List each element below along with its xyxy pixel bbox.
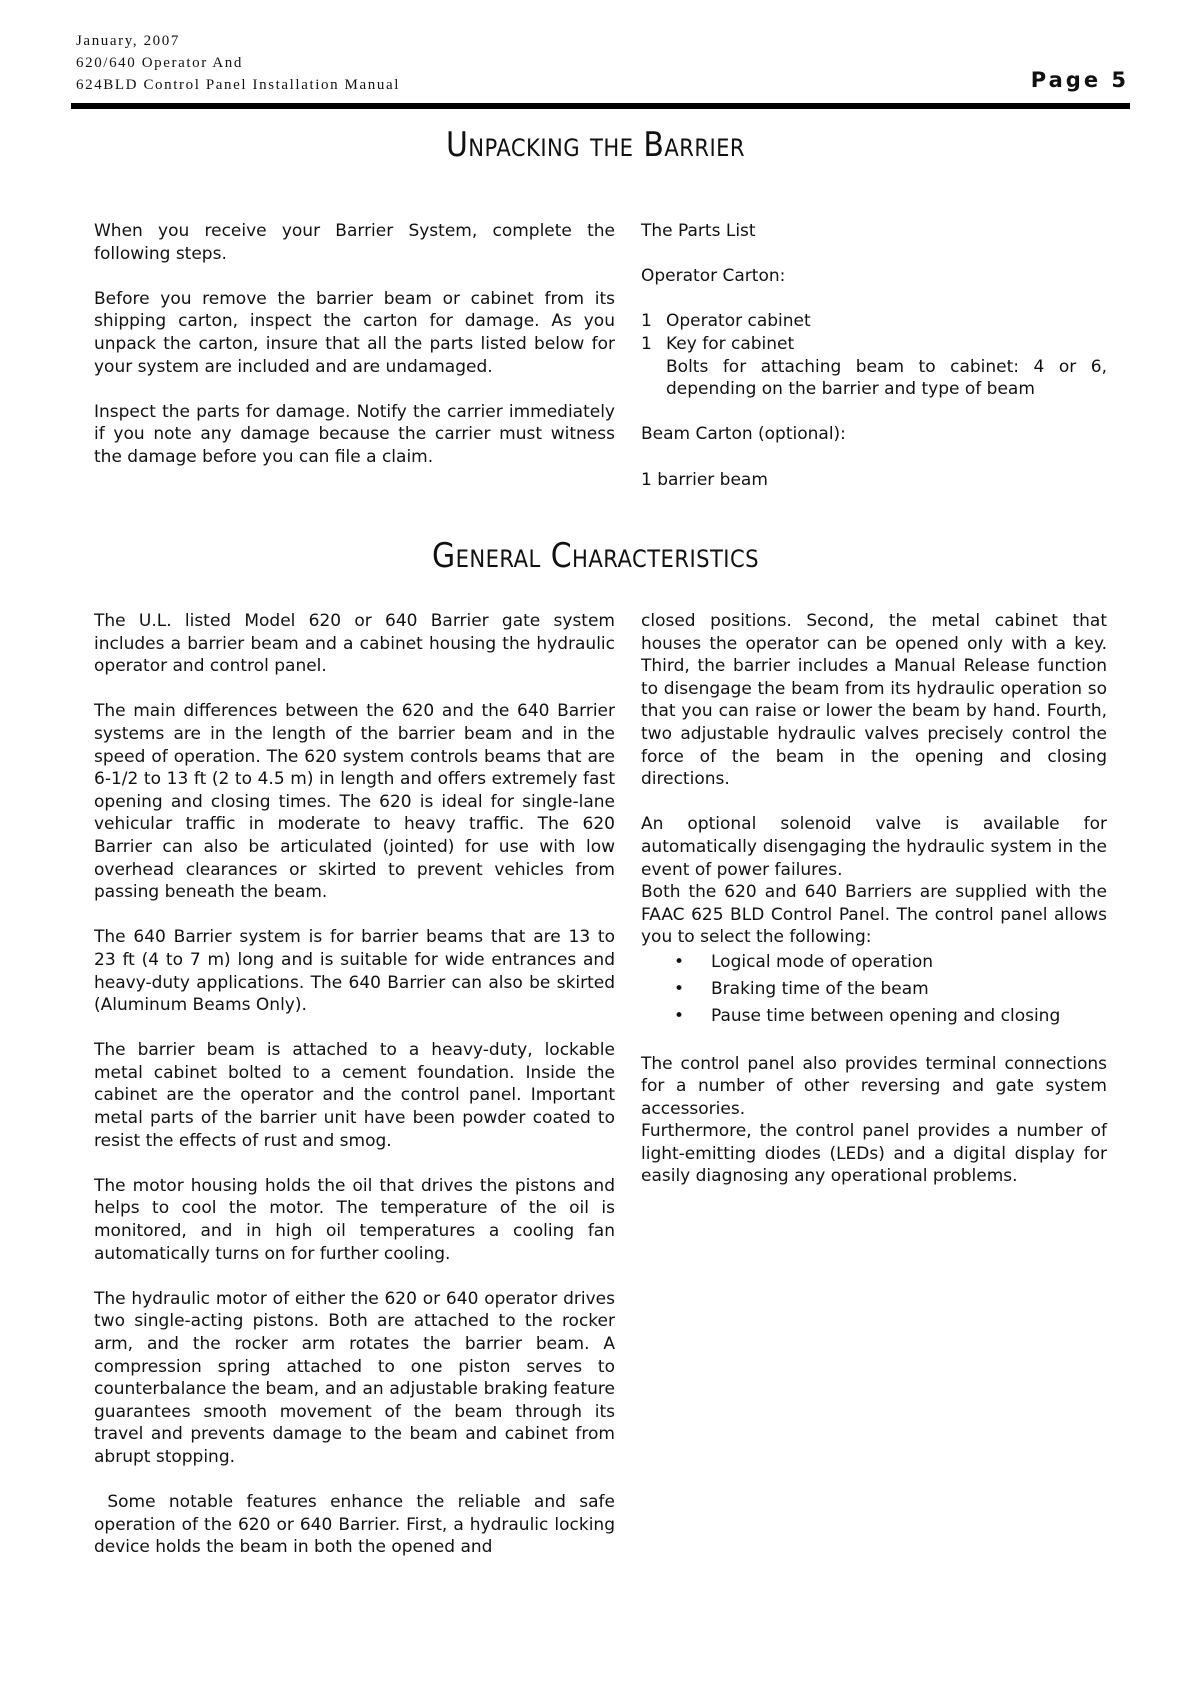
operator-carton-label: Operator Carton: [641,266,786,287]
header-title-1: 620/640 Operator And [76,55,243,71]
parts-list [641,220,1107,514]
item-qty [641,356,666,401]
beam-item: 1 barrier beam [641,469,768,490]
running-header [76,30,400,96]
parts-list-heading: The Parts List [641,221,756,241]
paragraph: The barrier beam is attached to a heavy-duty, lockable metal cabinet bolted to a cement foundation. Inside the cabinet are the operator and the control panel. Important metal parts of the barrier unit have been powder coated to resist the effects of rust and smog. [94,1040,615,1151]
paragraph: The control panel also provides terminal connections for a number of other reversing and gate system accessories. [641,1053,1107,1119]
item-qty: 1 [641,311,652,332]
item-text: Operator cabinet [666,311,811,332]
header-date: January, 2007 [76,33,180,49]
paragraph: Some notable features enhance the reliable and safe operation of the 620 or 640 Barrier. First, a hydraulic locking device holds the beam in both the opened and [94,1492,615,1558]
beam-carton-label: Beam Carton (optional): [641,424,846,445]
header-rule [71,103,1130,109]
section-title-unpacking: Unpacking the Barrier [445,125,746,165]
paragraph: The motor housing holds the oil that drives the pistons and helps to cool the motor. The temperature of the oil is monitored, and in high oil temperatures a cooling fan automatically turns on for further cooling. [94,1175,615,1264]
paragraph: The 640 Barrier system is for barrier beams that are 13 to 23 ft (4 to 7 m) long and is suitable for wide entrances and heavy-duty applications. The 640 Barrier can also be skirted (Aluminum Beams Only). [94,927,615,1016]
paragraph: Before you remove the barrier beam or cabinet from its shipping carton, inspect the carton for damage. As you unpack the carton, insure that all the parts listed below for your system are included and are undamaged. [94,288,615,377]
general-left-column [94,610,615,1582]
list-item: • Pause time between opening and closing [711,1003,1107,1030]
header-title-2: 624BLD Control Panel Installation Manual [76,77,400,93]
general-right-column [641,610,1107,1188]
paragraph: Furthermore, the control panel provides a number of light-emitting diodes (LEDs) and a digital display for easily diagnosing any operational problems. [641,1121,1107,1187]
paragraph: Inspect the parts for damage. Notify the carrier immediately if you note any damage because the carrier must witness the damage before you can file a claim. [94,401,615,467]
list-item [641,333,1107,356]
paragraph: The main differences between the 620 and the 640 Barrier systems are in the length of the barrier beam and in the speed of operation. The 620 system controls beams that are 6-1/2 to 13 ft (2 to 4.5 m) in length and offers extremely fast opening and closing times. The 620 is ideal for single-lane vehicular traffic in moderate to heavy traffic. The 620 Barrier can also be articulated (jointed) for use with low overhead clearances or skirted to prevent vehicles from passing beneath the beam. [94,701,615,903]
feature-list [641,949,1107,1030]
paragraph: Both the 620 and 640 Barriers are supplied with the FAAC 625 BLD Control Panel. The control panel allows you to select the following: [641,882,1107,948]
list-item [641,310,1107,333]
paragraph: closed positions. Second, the metal cabinet that houses the operator can be opened only with a key. Third, the barrier includes a Manual Release function to disengage the beam from its hydraulic operation so that you can raise or lower the beam by hand. Fourth, two adjustable hydraulic valves precisely control the force of the beam in the opening and closing directions. [641,611,1107,790]
item-text: Key for cabinet [666,333,795,354]
item-qty: 1 [641,333,652,354]
paragraph: The U.L. listed Model 620 or 640 Barrier gate system includes a barrier beam and a cabinet housing the hydraulic operator and control panel. [94,611,615,677]
list-item: • Braking time of the beam [711,976,1107,1003]
section-title-general: General Characteristics [431,536,760,576]
paragraph: An optional solenoid valve is available for automatically disengaging the hydraulic system in the event of power failures. [641,814,1107,880]
paragraph: The hydraulic motor of either the 620 or 640 operator drives two single-acting pistons. Both are attached to the rocker arm, and the rocker arm rotates the barrier beam. A compression spring attached to one piston serves to counterbalance the beam, and an adjustable braking feature guarantees smooth movement of the beam through its travel and prevents damage to the beam and cabinet from abrupt stopping. [94,1288,615,1467]
unpacking-left-column [94,220,615,491]
page-number: Page 5 [1030,68,1129,92]
paragraph: When you receive your Barrier System, complete the following steps. [94,221,615,264]
list-item [641,356,1107,401]
item-text: Bolts for attaching beam to cabinet: 4 or 6, depending on the barrier and type of beam [666,356,1107,400]
list-item: • Logical mode of operation [711,949,1107,976]
